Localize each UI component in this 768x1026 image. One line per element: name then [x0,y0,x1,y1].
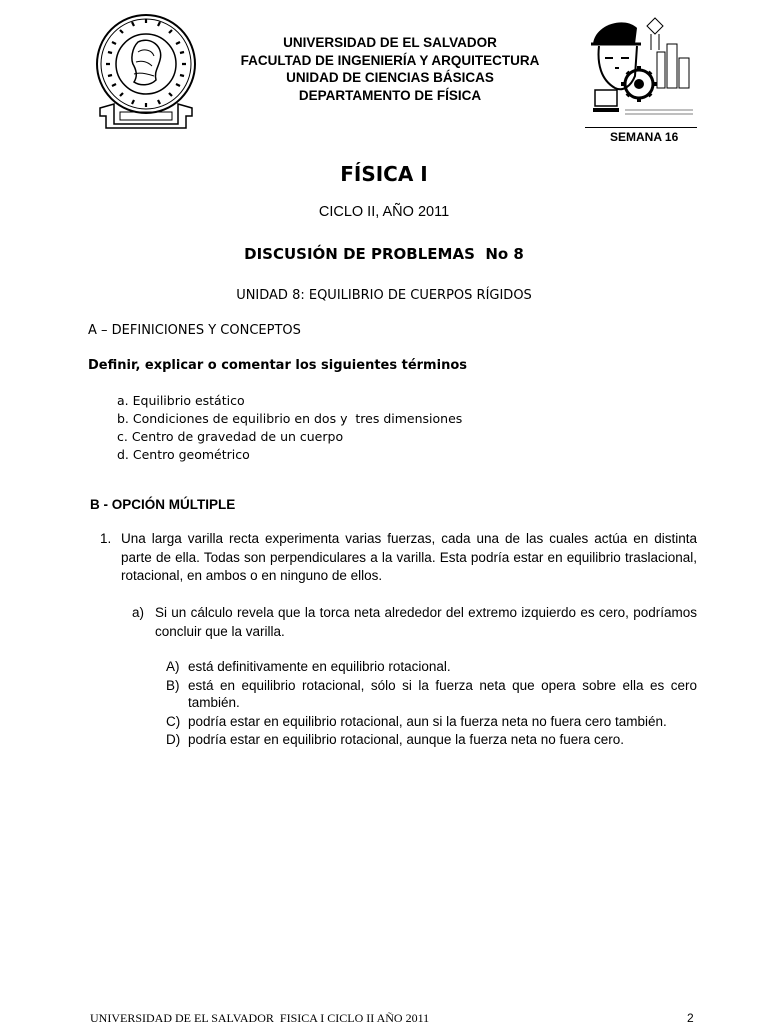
option-d [166,731,697,749]
sub-question-text: Si un cálculo revela que la torca neta alrededor del extremo izquierdo es cero, podríamos concluir que la varilla. [155,605,697,639]
logo-underline [585,127,697,128]
course-title: FÍSICA I [340,162,428,186]
option-text: está definitivamente en equilibrio rotacional. [188,659,451,674]
answer-options [166,658,697,750]
university-seal-logo [94,12,198,130]
list-item: a. Equilibrio estático [117,393,245,408]
university-name: UNIVERSIDAD DE EL SALVADOR [283,35,497,50]
section-b-heading: B - OPCIÓN MÚLTIPLE [90,497,236,512]
terms-list [117,392,462,464]
option-letter: C) [166,713,181,729]
faculty-logo-graphic [585,14,697,126]
sub-question-a [132,604,697,641]
faculty-logo [585,14,697,126]
option-letter: B) [166,677,180,693]
option-c [166,713,697,731]
section-a-instruction: Definir, explicar o comentar los siguientes términos [88,358,467,373]
sub-question-label: a) [132,605,145,620]
cycle-label: CICLO II, AÑO 2011 [318,204,450,220]
option-text: está en equilibrio rotacional, sólo si la fuerza neta que opera sobre ella es cero también. [188,677,697,710]
institution-header [200,34,580,104]
page-footer: UNIVERSIDAD DE EL SALVADOR FISICA I CICLO II AÑO 2011 [90,1011,430,1025]
question-number: 1. [100,531,112,546]
week-label: SEMANA 16 [610,130,679,144]
problem-set-title: DISCUSIÓN DE PROBLEMAS No 8 [244,245,524,263]
faculty-name: FACULTAD DE INGENIERÍA Y ARQUITECTURA [240,52,540,68]
department-name: DEPARTAMENTO DE FÍSICA [298,87,482,103]
question-1 [100,530,697,586]
option-text: podría estar en equilibrio rotacional, aunque la fuerza neta no fuera cero. [188,732,625,747]
list-item: b. Condiciones de equilibrio en dos y tres dimensiones [117,411,463,426]
unit-title: UNIDAD 8: EQUILIBRIO DE CUERPOS RÍGIDOS [236,288,532,303]
option-text: podría estar en equilibrio rotacional, aun si la fuerza neta no fuera cero también. [188,713,667,729]
list-item: c. Centro de gravedad de un cuerpo [117,429,344,444]
unit-name: UNIDAD DE CIENCIAS BÁSICAS [286,70,494,85]
question-text: Una larga varilla recta experimenta varias fuerzas, cada una de las cuales actúa en distinta parte de ella. Todas son perpendiculares a la varilla. Esta podría estar en equilibrio traslacional, rotacional, en ambos o en ninguno de ellos. [121,531,697,583]
page-number: 2 [687,1011,694,1025]
list-item: d. Centro geométrico [117,447,250,462]
option-a [166,658,697,676]
university-seal-graphic [94,12,198,130]
section-a-heading: A – DEFINICIONES Y CONCEPTOS [88,323,301,338]
option-b [166,677,697,712]
option-letter: A) [166,659,180,674]
option-letter: D) [166,732,181,747]
